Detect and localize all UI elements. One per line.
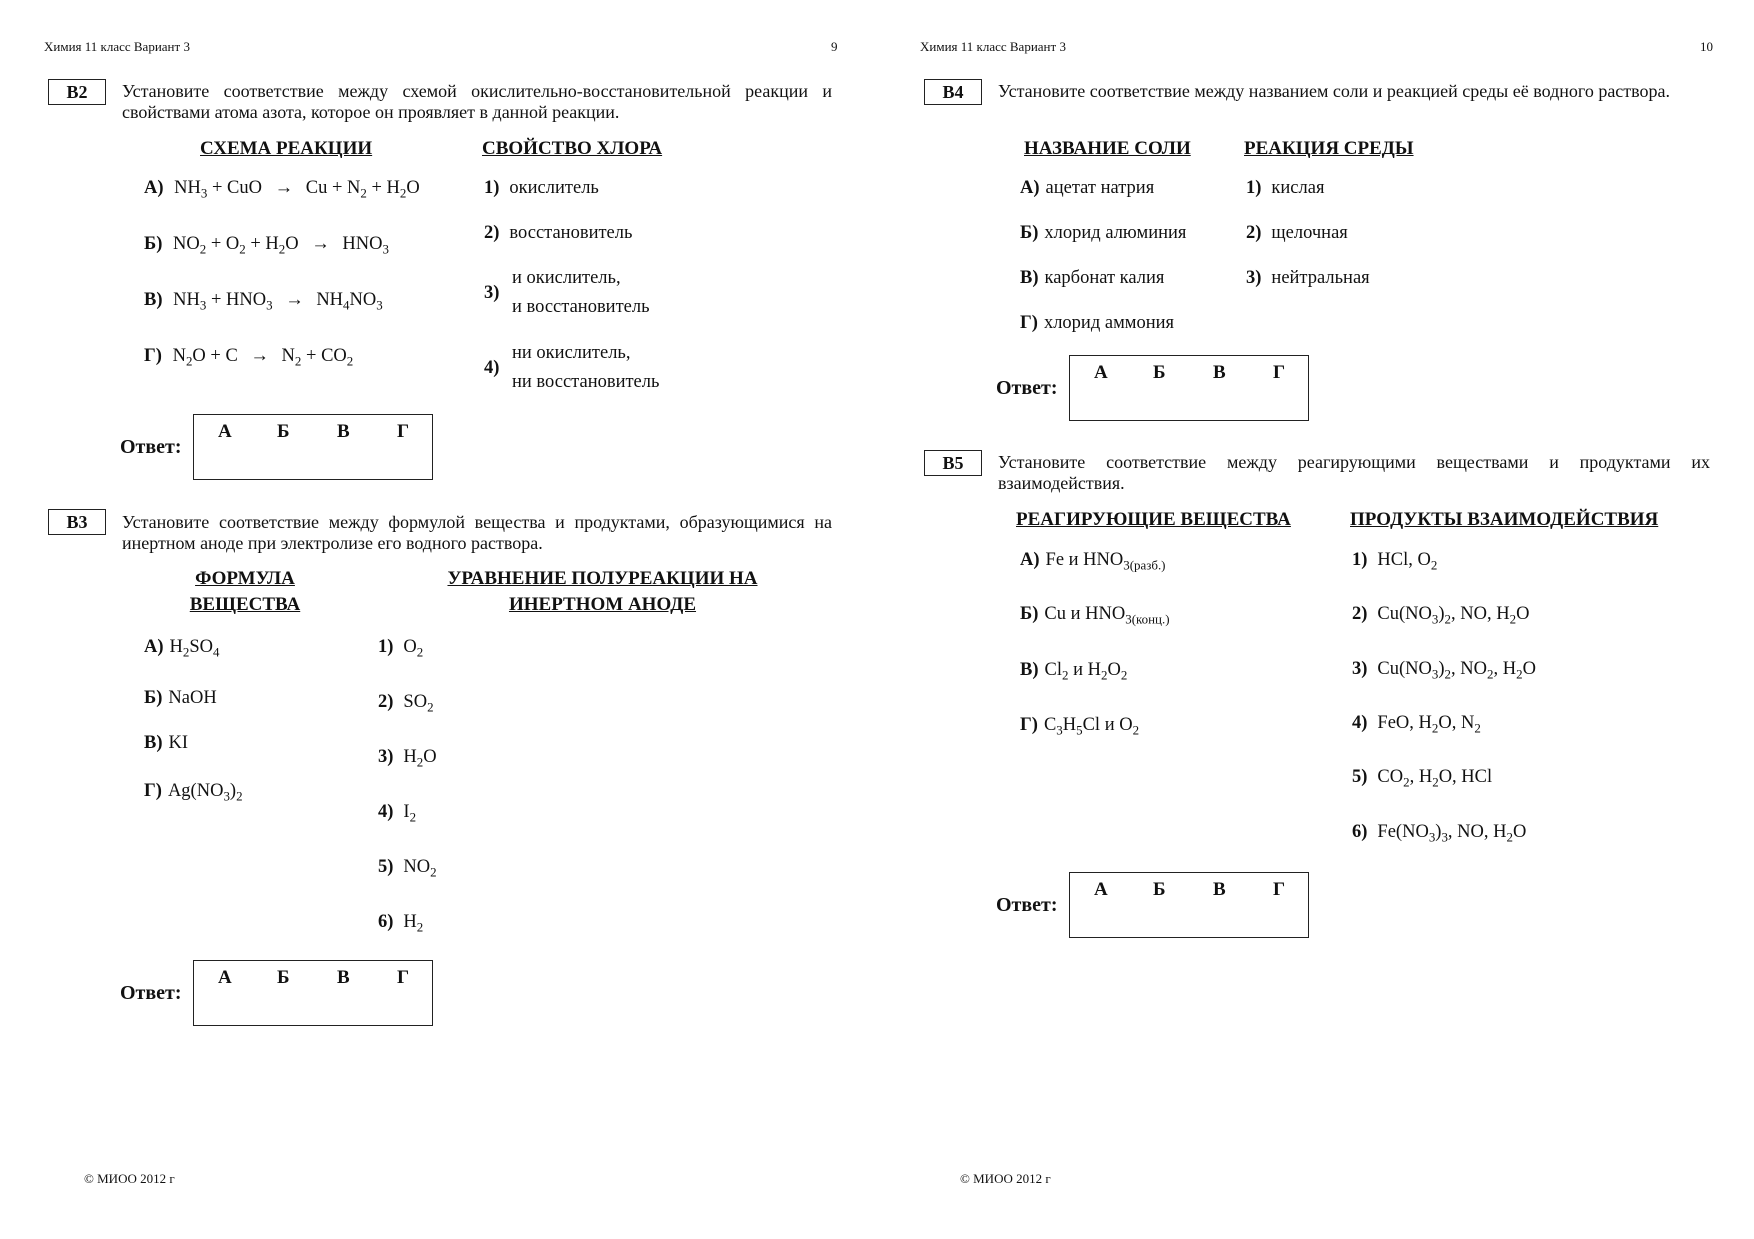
b5-answer-label: Ответ: (996, 894, 1058, 916)
b5-col-heading-products: ПРОДУКТЫ ВЗАИМОДЕЙСТВИЯ (1350, 509, 1659, 530)
b2-reaction-v: В) $NH_3 + HNO_3 \to NH_4NO_3$ (144, 290, 383, 313)
right-page-header: Химия 11 класс Вариант 3 (920, 39, 1066, 54)
b4-salt-v: В) карбонат калия (1020, 268, 1165, 288)
b2-property-1: 1) окислитель (484, 178, 599, 198)
task-b2-tag: B2 (48, 79, 106, 105)
b3-formula-b: Б) NaOH (144, 688, 217, 708)
b3-col-heading-equation: УРАВНЕНИЕ ПОЛУРЕАКЦИИ НА ИНЕРТНОМ АНОДЕ (447, 568, 758, 615)
b4-medium-2: 2) щелочная (1246, 223, 1348, 243)
b2-col-heading-scheme: СХЕМА РЕАКЦИИ (200, 138, 373, 159)
b2-property-4-num: 4) (484, 358, 500, 378)
b3-product-6: 6) $H_2$ (378, 912, 424, 935)
b3-product-2: 2) $SO_2$ (378, 692, 434, 715)
b2-letter-v: В) (144, 290, 163, 310)
left-page-header: Химия 11 класс Вариант 3 (44, 39, 190, 54)
left-page-number: 9 (831, 39, 838, 54)
b2-reaction-a: А) $NH_3$ + CuO → $Cu + N_2 + H_2O$ (144, 178, 420, 201)
b3-col-heading-formula: ФОРМУЛА ВЕЩЕСТВА (189, 568, 301, 615)
b5-col-heading-reagents: РЕАГИРУЮЩИЕ ВЕЩЕСТВА (1016, 509, 1291, 530)
task-b3-tag: B3 (48, 509, 106, 535)
b5-reagents-v: В) $Cl_2$ и $H_2O_2$ (1020, 660, 1128, 683)
b5-product-2: 2) $Cu(NO_3)_2$, NO, $H_2O$ (1352, 604, 1530, 627)
b5-product-4: 4) FeO, $H_2O$, $N_2$ (1352, 713, 1481, 736)
b5-answer-box[interactable]: А Б В Г (1069, 872, 1309, 938)
b3-formula-a: А) $H_2SO_4$ (144, 637, 220, 660)
b2-property-3-num: 3) (484, 283, 500, 303)
b2-letter-b: Б) (144, 234, 163, 254)
b5-product-6: 6) $Fe(NO_3)_3$, NO, $H_2O$ (1352, 822, 1527, 845)
task-b5-tag: B5 (924, 450, 982, 476)
b5-reagents-b: Б) Cu и $HNO_{3(конц.)}$ (1020, 604, 1170, 627)
b3-product-5: 5) $NO_2$ (378, 857, 437, 880)
b2-reaction-b: Б) $NO_2 + O_2 + H_2O \to HNO_3$ (144, 234, 389, 257)
b4-salt-g: Г) хлорид аммония (1020, 313, 1175, 333)
b5-product-1: 1) HCl, $O_2$ (1352, 550, 1438, 573)
b4-col-heading-salt: НАЗВАНИЕ СОЛИ (1024, 138, 1191, 159)
b4-answer-label: Ответ: (996, 377, 1058, 399)
b3-product-3: 3) $H_2O$ (378, 747, 437, 770)
b5-product-5: 5) $CO_2$, $H_2O$, HCl (1352, 767, 1493, 790)
b2-col-heading-property: СВОЙСТВО ХЛОРА (482, 138, 663, 159)
task-b5-text: Установите соответствие между реагирующими веществами и продуктами их взаимодействия. (998, 452, 1710, 493)
task-b4-text: Установите соответствие между названием соли и реакцией среды её водного раствора. (998, 81, 1671, 101)
b3-answer-box[interactable]: А Б В Г (193, 960, 433, 1026)
b2-property-2: 2) восстановитель (484, 223, 633, 243)
b2-letter-g: Г) (144, 346, 162, 366)
b2-answer-box[interactable]: А Б В Г (193, 414, 433, 480)
b3-product-1: 1) $O_2$ (378, 637, 424, 660)
left-page-footer: © МИОО 2012 г (84, 1171, 175, 1186)
b3-product-4: 4) $I_2$ (378, 802, 417, 825)
b4-salt-b: Б) хлорид алюминия (1020, 223, 1187, 243)
b4-answer-box[interactable]: А Б В Г (1069, 355, 1309, 421)
b5-reagents-g: Г) $C_3H_5Cl$ и $O_2$ (1020, 715, 1140, 738)
b2-property-4: ни окислитель, ни восстановитель (512, 343, 660, 392)
task-b4-tag: B4 (924, 79, 982, 105)
b2-letter-a: А) (144, 178, 164, 198)
b4-medium-1: 1) кислая (1246, 178, 1325, 198)
b2-answer-label: Ответ: (120, 436, 182, 458)
b5-product-3: 3) $Cu(NO_3)_2$, $NO_2$, $H_2O$ (1352, 659, 1536, 682)
b4-salt-a: А) ацетат натрия (1020, 178, 1155, 198)
right-page-number: 10 (1700, 39, 1713, 54)
b2-reaction-g: Г) $N_2O + C \to N_2 + CO_2$ (144, 346, 354, 369)
right-page-footer: © МИОО 2012 г (960, 1171, 1051, 1186)
task-b3-text: Установите соответствие между формулой вещества и продуктами, образующимися на инертном аноде при электролизе его водного раствора. (122, 512, 832, 553)
b5-reagents-a: А) Fe и $HNO_{3(разб.)}$ (1020, 550, 1166, 573)
b3-formula-g: Г) $Ag(NO_3)_2$ (144, 781, 243, 804)
task-b2-text: Установите соответствие между схемой окислительно-восстановительной реакции и свойствами атома азота, которое он проявляет в данной реакции. (122, 81, 832, 122)
b2-property-3: и окислитель, и восстановитель (512, 268, 650, 317)
b3-answer-label: Ответ: (120, 982, 182, 1004)
b3-formula-v: В) KI (144, 733, 189, 753)
b4-col-heading-medium: РЕАКЦИЯ СРЕДЫ (1244, 138, 1414, 159)
b4-medium-3: 3) нейтральная (1246, 268, 1370, 288)
